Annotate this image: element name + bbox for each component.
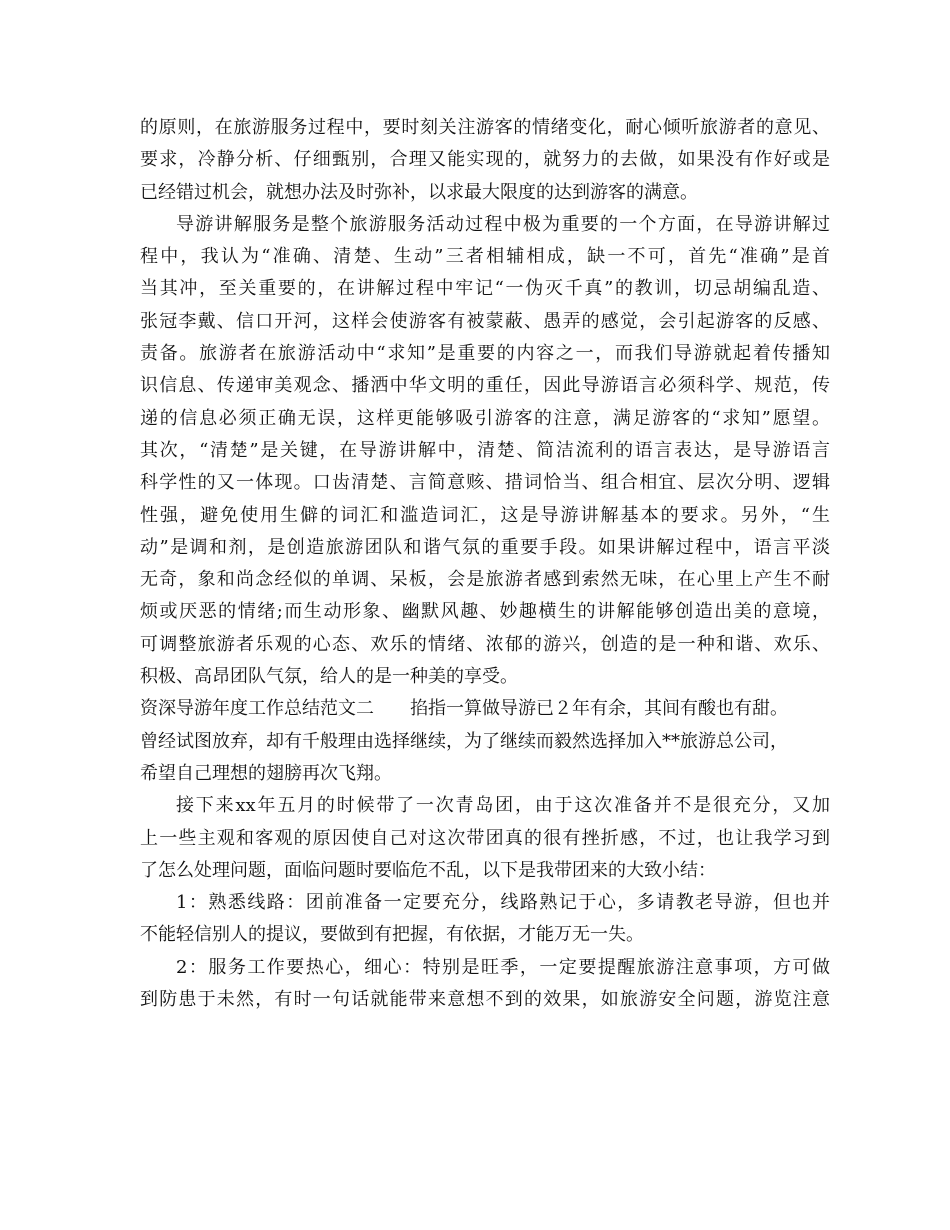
- text-line: 张冠李戴、信口开河，这样会使游客有被蒙蔽、愚弄的感觉，会引起游客的反感、: [140, 310, 830, 332]
- text-line: 动”是调和剂，是创造旅游团队和谐气氛的重要手段。如果讲解过程中，语言平淡: [140, 536, 830, 558]
- text-line: 不能轻信别人的提议，要做到有把握，有依据，才能万无一失。: [140, 924, 644, 946]
- text-line: 无奇，象和尚念经似的单调、呆板，会是旅游者感到索然无味，在心里上产生不耐: [140, 569, 830, 591]
- text-line: 当其冲，至关重要的，在讲解过程中牢记“一伪灭千真”的教训，切忌胡编乱造、: [140, 278, 830, 300]
- text-line: 要求，冷静分析、仔细甄别，合理又能实现的，就努力的去做，如果没有作好或是: [140, 149, 830, 171]
- text-line: 了怎么处理问题，面临问题时要临危不乱，以下是我带团来的大致小结：: [140, 859, 716, 881]
- text-line: 到防患于未然，有时一句话就能带来意想不到的效果，如旅游安全问题，游览注意: [140, 989, 830, 1011]
- text-line: 其次，“清楚”是关键，在导游讲解中，清楚、简洁流利的语言表达，是导游语言: [140, 439, 830, 461]
- text-line: 已经错过机会，就想办法及时弥补，以求最大限度的达到游客的满意。: [140, 181, 698, 203]
- text-line: 希望自己理想的翅膀再次飞翔。: [140, 762, 392, 784]
- text-line: 上一些主观和客观的原因使自己对这次带团真的很有挫折感，不过，也让我学习到: [140, 827, 830, 849]
- text-line: 烦或厌恶的情绪;而生动形象、幽默风趣、妙趣横生的讲解能够创造出美的意境，: [140, 601, 830, 623]
- text-line: 2：服务工作要热心，细心：特别是旺季，一定要提醒旅游注意事项，方可做: [176, 956, 830, 978]
- text-line: 程中，我认为“准确、清楚、生动”三者相辅相成，缺一不可，首先“准确”是首: [140, 246, 830, 268]
- text-line: 资深导游年度工作总结范文二 掐指一算做导游已２年有余，其间有酸也有甜。: [140, 698, 788, 720]
- text-line: 递的信息必须正确无误，这样更能够吸引游客的注意，满足游客的“求知”愿望。: [140, 407, 830, 429]
- document-body: [140, 112, 830, 1016]
- text-line: 曾经试图放弃，却有千般理由选择继续，为了继续而毅然选择加入**旅游总公司，: [140, 730, 788, 752]
- text-line: 识信息、传递审美观念、播洒中华文明的重任，因此导游语言必须科学、规范，传: [140, 375, 830, 397]
- text-line: 导游讲解服务是整个旅游服务活动过程中极为重要的一个方面，在导游讲解过: [176, 213, 830, 235]
- text-line: 积极、高昂团队气氛，给人的是一种美的享受。: [140, 666, 518, 688]
- text-line: 的原则，在旅游服务过程中，要时刻关注游客的情绪变化，耐心倾听旅游者的意见、: [140, 117, 830, 138]
- text-line: 1：熟悉线路：团前准备一定要充分，线路熟记于心，多请教老导游，但也并: [176, 892, 830, 914]
- text-line: 接下来xx年五月的时候带了一次青岛团，由于这次准备并不是很充分，又加: [176, 795, 830, 817]
- text-line: 性强，避免使用生僻的词汇和滥造词汇，这是导游讲解基本的要求。另外，“生: [140, 504, 830, 526]
- text-line: 科学性的又一体现。口齿清楚、言简意赅、措词恰当、组合相宜、层次分明、逻辑: [140, 472, 830, 494]
- text-line: 责备。旅游者在旅游活动中“求知”是重要的内容之一，而我们导游就起着传播知: [140, 343, 830, 365]
- text-line: 可调整旅游者乐观的心态、欢乐的情绪、浓郁的游兴，创造的是一种和谐、欢乐、: [140, 633, 830, 655]
